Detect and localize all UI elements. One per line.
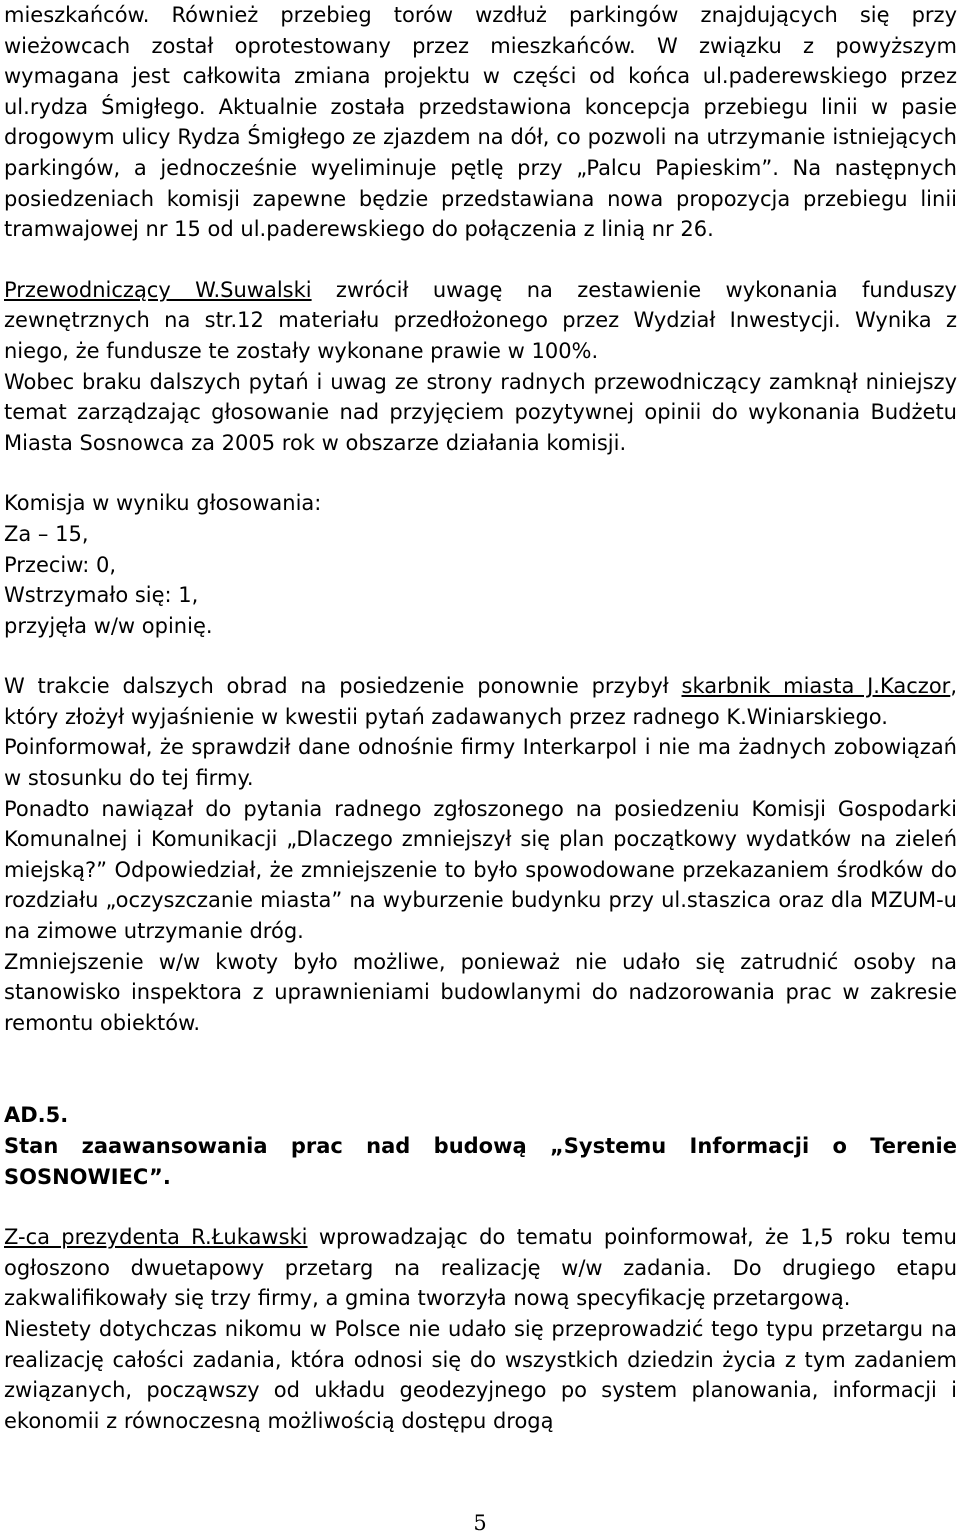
vote-intro: Komisja w wyniku głosowania:: [4, 491, 322, 516]
speaker-kaczor: skarbnik miasta J.Kaczor: [681, 674, 951, 699]
document-page: [4, 0, 957, 1436]
spacer: [4, 641, 957, 671]
paragraph-tram-route: mieszkańców. Również przebieg torów wzdłuż parkingów znajdujących się przy wieżowcach został oprotestowany przez mieszkańców. W związku z powyższym wymagana jest całkowita zmiana projektu w części od końca ul.paderewskiego przez ul.rydza Śmigłego. Aktualnie została przedstawiona koncepcja przebiegu linii w pasie drogowym ulicy Rydza Śmigłego ze zjazdem na dół, co pozwoli na utrzymanie istniejących parkingów, a jednocześnie wyeliminuje pętlę przy „Palcu Papieskim”. Na następnych posiedzeniach komisji zapewne będzie przedstawiana nowa propozycja przebiegu linii tramwajowej nr 15 od ul.paderewskiego do połączenia z linią nr 26.: [4, 3, 957, 242]
paragraph-kaczor-before: W trakcie dalszych obrad na posiedzenie ponownie przybył: [4, 674, 682, 699]
paragraph-interkarpol: Poinformował, że sprawdził dane odnośnie firmy Interkarpol i nie ma żadnych zobowiązań w stosunku do tej firmy.: [4, 735, 957, 791]
paragraph-greenery-question: Ponadto nawiązał do pytania radnego zgłoszonego na posiedzeniu Komisji Gospodarki Komunalnej i Komunikacji „Dlaczego zmniejszył się plan początkowy wydatków na zieleń miejską?” Odpowiedział, że zmniejszenie to było spowodowane przekazaniem środków do rozdziału „oczyszczanie miasta” na wyburzenie budynku przy ul.staszica oraz dla MZUM-u na zimowe utrzymanie dróg.: [4, 796, 957, 944]
paragraph-kaczor-after: , który złożył wyjaśnienie w kwestii pytań zadawanych przez radnego K.Winiarskiego.: [4, 674, 957, 729]
paragraph-inspector: Zmniejszenie w/w kwoty było możliwe, ponieważ nie udało się zatrudnić osoby na stanowisko inspektora z uprawnieniami budowlanymi do nadzorowania prac w zakresie remontu obiektów.: [4, 949, 957, 1035]
spacer: [4, 1038, 957, 1100]
paragraph-tender: Niestety dotychczas nikomu w Polsce nie udało się przeprowadzić tego typu przetargu na realizację całości zadania, która odnosi się do wszystkich dziedzin życia z tym zadaniem związanych, począwszy od układu geodezyjnego po system planowania, informacji i ekonomii z równoczesną możliwością dostępu drogą: [4, 1316, 957, 1433]
spacer: [4, 1192, 957, 1222]
paragraph-vote-closing: Wobec braku dalszych pytań i uwag ze strony radnych przewodniczący zamknął niniejszy temat zarządzając głosowanie nad przyjęciem pozytywnej opinii do wykonania Budżetu Miasta Sosnowca za 2005 rok w obszarze działania komisji.: [4, 369, 957, 455]
vote-abstain: Wstrzymało się: 1,: [4, 583, 199, 608]
speaker-lukawski: Z-ca prezydenta R.Łukawski: [4, 1225, 308, 1250]
page-number: 5: [473, 1511, 487, 1535]
vote-against: Przeciw: 0,: [4, 552, 117, 577]
agenda-item-heading: AD.5.: [4, 1103, 69, 1128]
paragraph-lukawski: [4, 1222, 957, 1314]
paragraph-suwalski-text: zwrócił uwagę na zestawienie wykonania funduszy zewnętrznych na str.12 materiału przedłożonego przez Wydział Inwestycji. Wynika z niego, że fundusze te zostały wykonane prawie w 100%.: [4, 277, 957, 363]
vote-for: Za – 15,: [4, 521, 89, 546]
speaker-suwalski: Przewodniczący W.Suwalski: [4, 277, 312, 302]
vote-result: przyjęła w/w opinię.: [4, 613, 213, 638]
section-title: Stan zaawansowania prac nad budową „Systemu Informacji o Terenie SOSNOWIEC”.: [4, 1134, 957, 1189]
paragraph-kaczor: [4, 671, 957, 732]
vote-result-block: [4, 488, 957, 641]
spacer: [4, 245, 957, 275]
paragraph-suwalski: [4, 275, 957, 367]
spacer: [4, 458, 957, 488]
paragraph-lukawski-text: wprowadzając do tematu poinformował, że 1,5 roku temu ogłoszono dwuetapowy przetarg na realizację w/w zadania. Do drugiego etapu zakwalifikowały się trzy firmy, a gmina tworzyła nową specyfikację przetargową.: [4, 1225, 957, 1311]
